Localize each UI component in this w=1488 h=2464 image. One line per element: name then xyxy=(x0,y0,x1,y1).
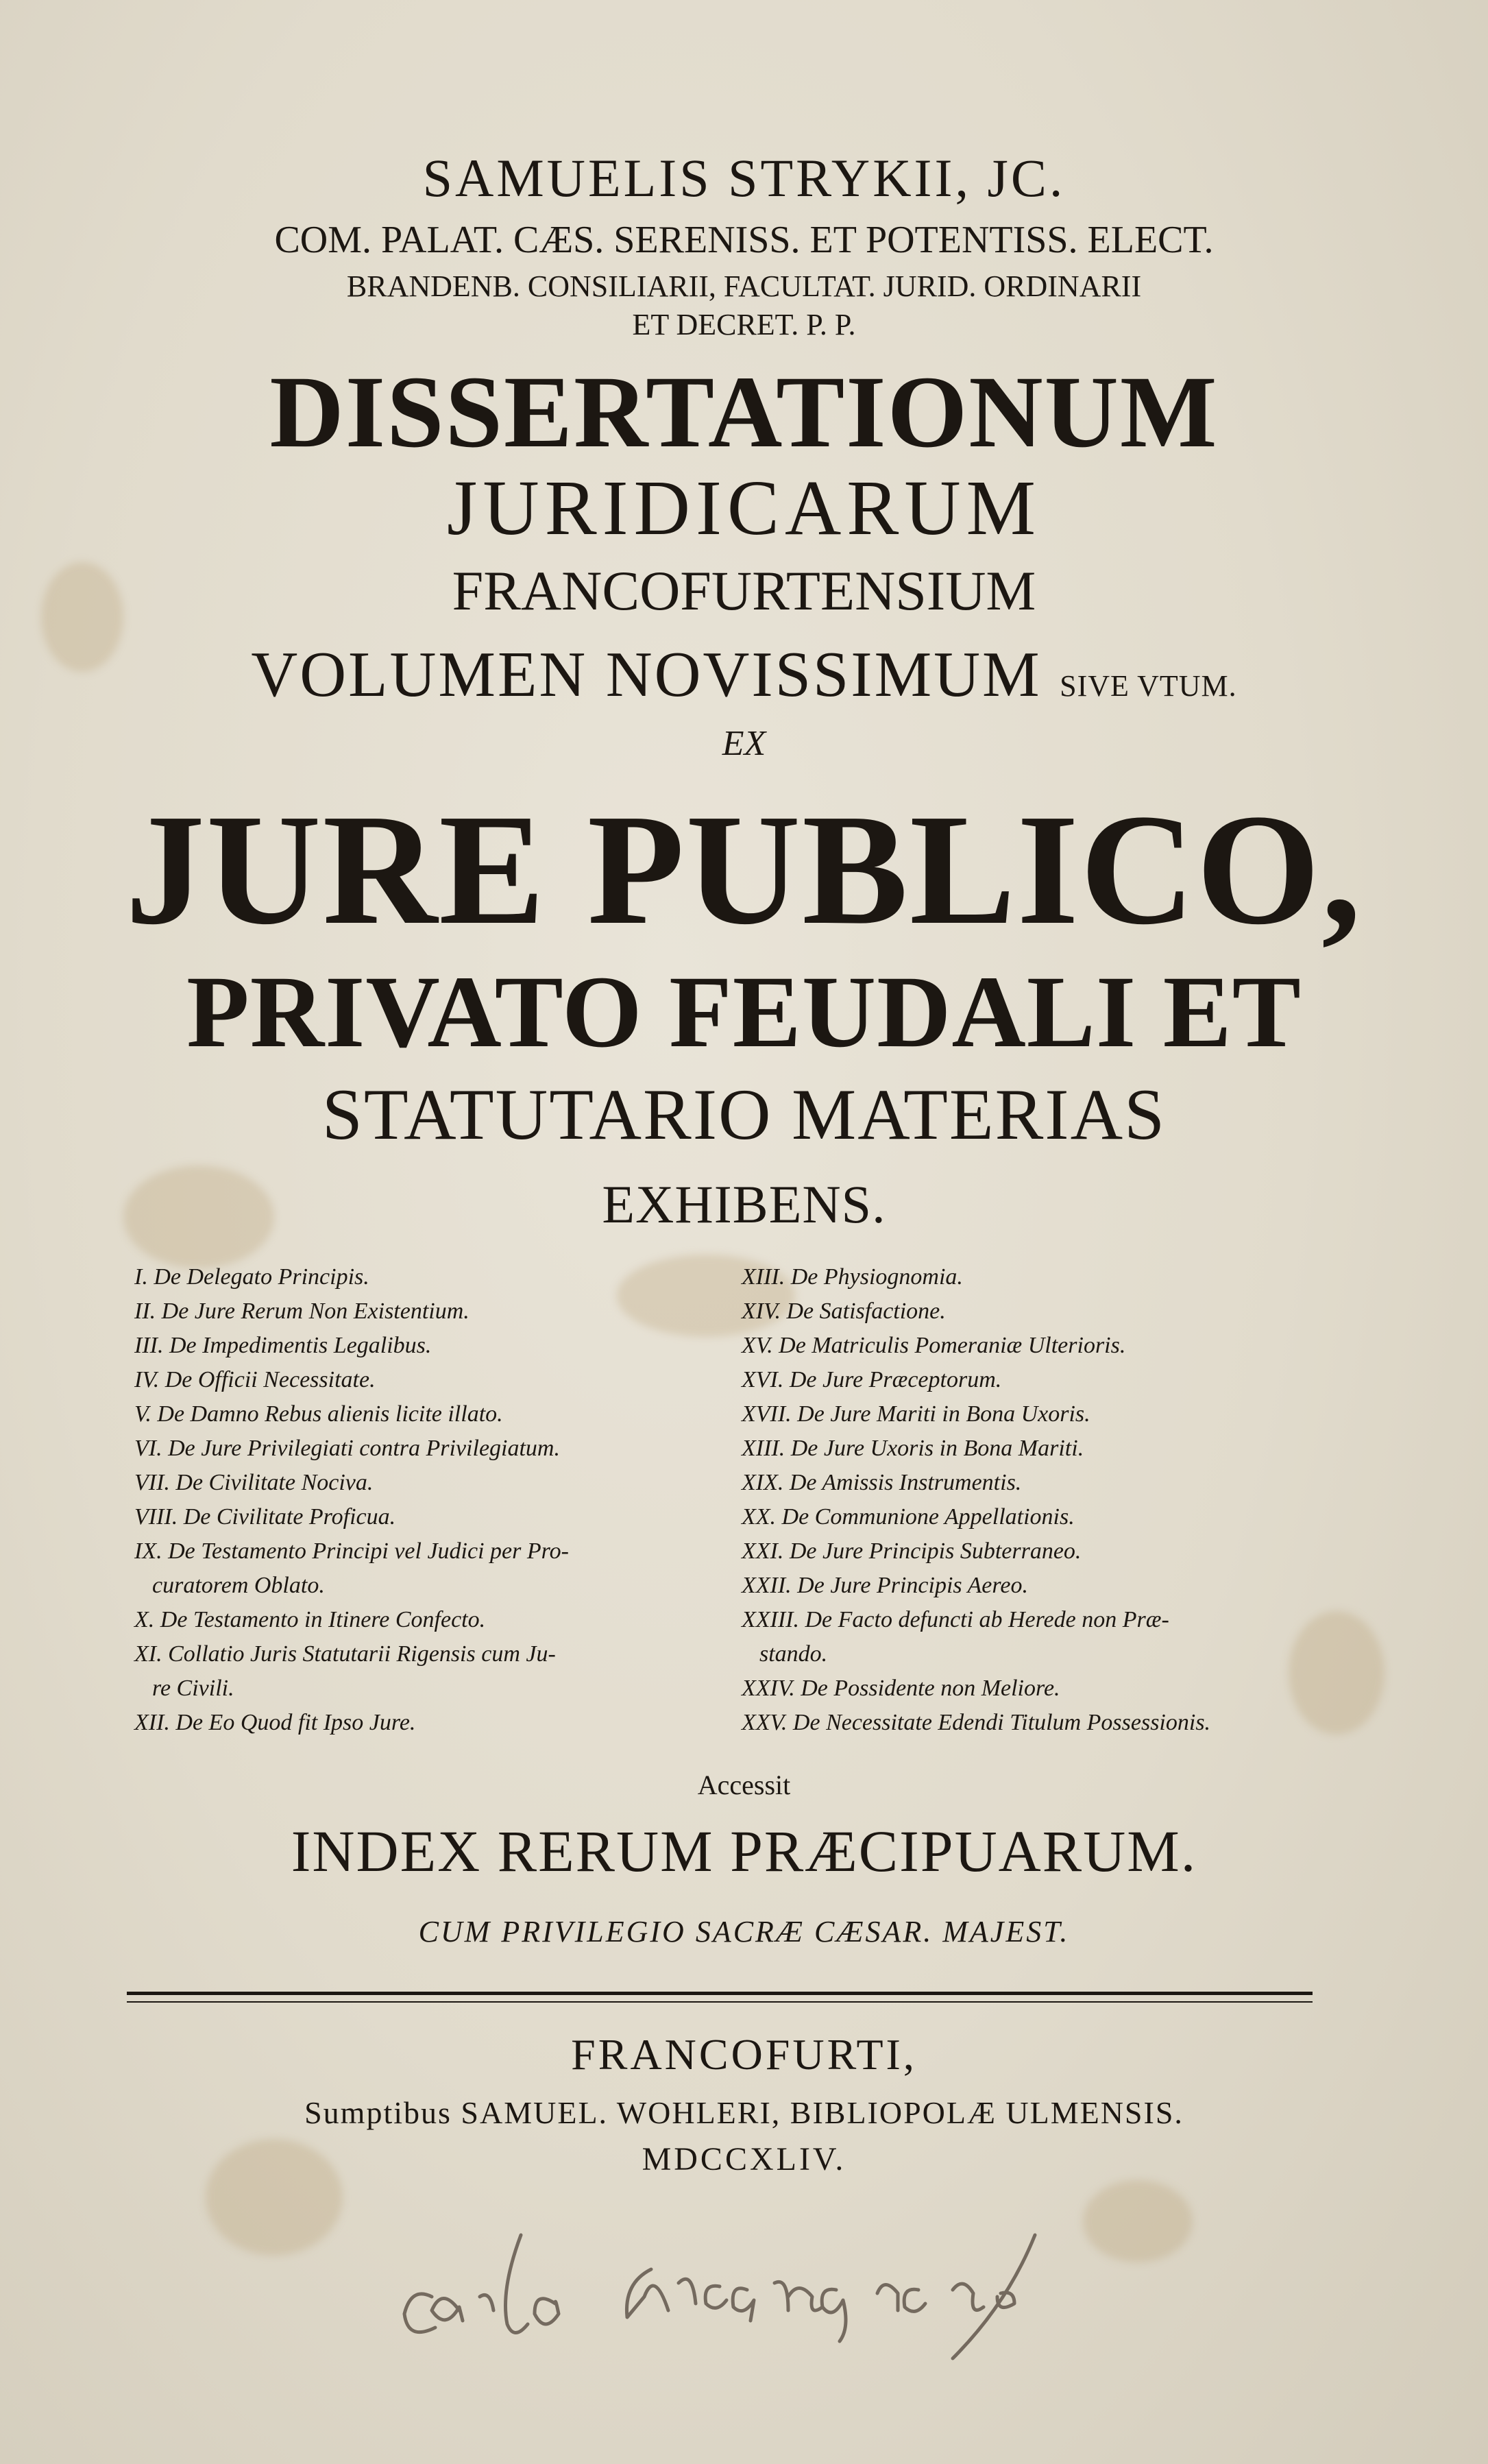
title-line-2: JURIDICARUM xyxy=(446,464,1042,551)
author-titles-2: BRANDENB. CONSILIARII, FACULTAT. JURID. ORDINARII xyxy=(346,269,1142,303)
contents-item: XII. De Eo Quod fit Ipso Jure. xyxy=(134,1710,416,1735)
contents-item: XXI. De Jure Principis Subterraneo. xyxy=(742,1538,1082,1564)
contents-item: XXIII. De Facto defuncti ab Herede non Præ- xyxy=(742,1607,1169,1632)
contents-item: XI. Collatio Juris Statutarii Rigensis cum Ju- xyxy=(134,1641,556,1667)
title-line-1: DISSERTATIONUM xyxy=(269,355,1219,469)
contents-item: XIII. De Jure Uxoris in Bona Mariti. xyxy=(742,1436,1084,1461)
contents-item: IX. De Testamento Principi vel Judici per Pro- xyxy=(134,1538,569,1564)
contents-right-column xyxy=(742,1260,1210,1740)
author-titles-3: ET DECRET. P. P. xyxy=(632,308,856,341)
contents-item: XV. De Matriculis Pomeraniæ Ulterioris. xyxy=(742,1333,1126,1358)
title-main: JURE PUBLICO, xyxy=(125,782,1363,958)
contents-item-continued: curatorem Oblato. xyxy=(152,1573,325,1598)
privilege-line: CUM PRIVILEGIO SACRÆ CÆSAR. MAJEST. xyxy=(418,1915,1070,1948)
contents-item: XVII. De Jure Mariti in Bona Uxoris. xyxy=(742,1401,1090,1427)
imprint-publisher: Sumptibus SAMUEL. WOHLERI, BIBLIOPOLÆ ULMENSIS. xyxy=(304,2095,1184,2130)
contents-item-continued: re Civili. xyxy=(152,1676,234,1701)
title-line-3: FRANCOFURTENSIUM xyxy=(452,559,1036,622)
contents-item: V. De Damno Rebus alienis licite illato. xyxy=(134,1401,503,1427)
contents-item: XIII. De Physiognomia. xyxy=(742,1264,963,1290)
contents-item: XVI. De Jure Præceptorum. xyxy=(742,1367,1002,1392)
title-line-7: PRIVATO FEUDALI ET xyxy=(186,955,1302,1069)
divider-rule-thin xyxy=(127,2001,1313,2003)
contents-item: XXV. De Necessitate Edendi Titulum Possessionis. xyxy=(742,1710,1211,1735)
contents-item: XXIV. De Possidente non Meliore. xyxy=(742,1676,1060,1701)
author-name: SAMUELIS STRYKII, JC. xyxy=(422,148,1066,208)
contents-item-continued: stando. xyxy=(759,1641,828,1667)
paper-stain xyxy=(1289,1611,1385,1735)
contents-item: XXII. De Jure Principis Aereo. xyxy=(742,1573,1028,1598)
contents-item: IV. De Officii Necessitate. xyxy=(134,1367,376,1392)
index-title: INDEX RERUM PRÆCIPUARUM. xyxy=(291,1818,1197,1884)
volume-suffix: SIVE VTUM. xyxy=(1060,669,1237,703)
accessit-label: Accessit xyxy=(697,1770,791,1800)
contents-item: VI. De Jure Privilegiati contra Privilegiatum. xyxy=(134,1436,560,1461)
author-titles-1: COM. PALAT. CÆS. SERENISS. ET POTENTISS. ELECT. xyxy=(274,219,1214,261)
volume-label: VOLUMEN NOVISSIMUM xyxy=(251,639,1042,710)
contents-item: III. De Impedimentis Legalibus. xyxy=(134,1333,432,1358)
imprint-city: FRANCOFURTI, xyxy=(571,2030,917,2079)
title-line-9: EXHIBENS. xyxy=(602,1174,886,1234)
contents-item: VIII. De Civilitate Proficua. xyxy=(134,1504,396,1530)
imprint-year: MDCCXLIV. xyxy=(642,2141,846,2177)
contents-item: XX. De Communione Appellationis. xyxy=(742,1504,1075,1530)
handwritten-inscription xyxy=(384,2194,1103,2372)
title-line-8: STATUTARIO MATERIAS xyxy=(321,1074,1167,1155)
title-line-5: EX xyxy=(722,724,766,763)
divider-rule-thick xyxy=(127,1992,1313,1995)
contents-left-column xyxy=(134,1260,569,1740)
contents-item: XIV. De Satisfactione. xyxy=(742,1299,946,1324)
contents-item: XIX. De Amissis Instrumentis. xyxy=(742,1470,1022,1495)
title-line-4 xyxy=(0,638,1488,712)
contents-item: X. De Testamento in Itinere Confecto. xyxy=(134,1607,486,1632)
contents-item: II. De Jure Rerum Non Existentium. xyxy=(134,1299,469,1324)
contents-item: I. De Delegato Principis. xyxy=(134,1264,369,1290)
contents-item: VII. De Civilitate Nociva. xyxy=(134,1470,374,1495)
